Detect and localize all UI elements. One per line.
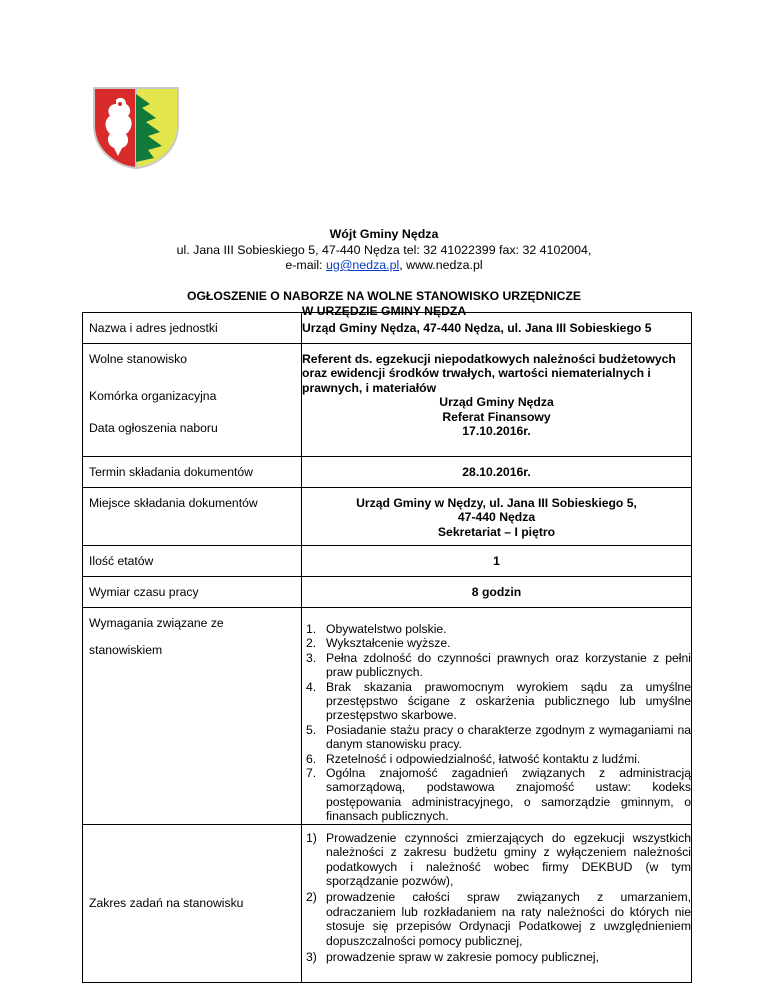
value-department-2: Referat Finansowy [442, 409, 551, 424]
list-item-number: 2) [306, 890, 317, 905]
value-deadline: 28.10.2016r. [302, 457, 692, 488]
value-department-1: Urząd Gminy Nędza [439, 395, 554, 410]
value-place-2: 47-440 Nędza [457, 510, 536, 525]
list-item-number: 5. [306, 722, 317, 737]
list-item [302, 950, 691, 964]
letterhead [84, 227, 684, 274]
list-item-number: 3. [306, 650, 317, 665]
label-deadline: Termin składania dokumentów [83, 457, 302, 488]
contact-separator: , [399, 258, 407, 272]
list-item-text: Ogólna znajomość zagadnień związanych z administracją samorządową, podstawowa znajomość ustaw: kodeks postępowania administracyjnego, o samorządzie gminnym, o finansach publicznych. [326, 766, 691, 824]
list-item [302, 651, 691, 680]
label-tasks: Zakres zadań na stanowisku [89, 895, 244, 910]
label-tasks-cell [83, 824, 302, 982]
list-item-number: 7. [306, 766, 317, 781]
list-item [302, 766, 691, 824]
table-row-unit [83, 313, 692, 344]
value-hours: 8 godzin [302, 577, 692, 608]
table-row-tasks [83, 824, 692, 982]
label-position: Wolne stanowisko [89, 352, 187, 366]
recruitment-details-table [82, 312, 692, 983]
list-item-number: 1) [306, 830, 317, 845]
label-position-group [83, 344, 302, 457]
label-department: Komórka organizacyjna [89, 389, 217, 403]
list-item-text: Obywatelstwo polskie. [326, 622, 447, 636]
coat-of-arms-logo [90, 86, 182, 170]
announcement-line-2: W URZĘDZIE GMINY NĘDZA [301, 304, 467, 318]
list-item-text: prowadzenie spraw w zakresie pomocy publicznej, [326, 949, 599, 964]
list-item-number: 2. [306, 636, 317, 651]
value-position-group [302, 344, 692, 457]
list-item [302, 890, 691, 948]
list-item-number: 4. [306, 679, 317, 694]
tasks-list [302, 831, 691, 965]
letterhead-address: ul. Jana III Sobieskiego 5, 47-440 Nędza tel: 32 41022399 fax: 32 4102004, [176, 242, 592, 257]
list-item [302, 752, 691, 766]
value-requirements [302, 608, 692, 825]
letterhead-contact [84, 258, 684, 274]
table-row-place [83, 488, 692, 546]
value-position: Referent ds. egzekucji niepodatkowych należności budżetowych oraz ewidencji środków trwałych, wartości niematerialnych i prawnych, i materiałów [302, 352, 676, 395]
value-place-3: Sekretariat – I piętro [437, 524, 556, 539]
list-item-number: 6. [306, 751, 317, 766]
label-hours: Wymiar czasu pracy [83, 577, 302, 608]
label-fte: Ilość etatów [83, 546, 302, 577]
list-item-number: 3) [306, 949, 317, 964]
table-row-hours [83, 577, 692, 608]
list-item-text: Rzetelność i odpowiedzialność, łatwość kontaktu z ludźmi. [326, 751, 641, 766]
list-item-text: Prowadzenie czynności zmierzających do egzekucji wszystkich należności z zakresu budżetu gminy z wyłączeniem należności podatkowych i należność wobec firmy DEKBUD (w tym sporządzanie pozwów), [326, 830, 691, 888]
list-item [302, 622, 691, 636]
list-item-text: prowadzenie całości spraw związanych z umarzaniem, odraczaniem lub rozkładaniem na raty należności do których nie stosuje się przepisów Ordynacji Podatkowej z uwzględnieniem dopuszczalności pomocy publicznej, [326, 890, 691, 948]
table-row-position [83, 344, 692, 457]
website-text: www.nedza.pl [406, 258, 483, 272]
table-row-deadline [83, 457, 692, 488]
table-row-fte [83, 546, 692, 577]
list-item-text: Pełna zdolność do czynności prawnych oraz korzystanie z pełni praw publicznych. [326, 650, 691, 680]
label-place: Miejsce składania dokumentów [83, 488, 302, 546]
value-announce-date: 17.10.2016r. [462, 424, 531, 439]
label-unit: Nazwa i adres jednostki [83, 313, 302, 344]
label-requirements [83, 608, 302, 825]
letterhead-title: Wójt Gminy Nędza [329, 227, 439, 241]
table-row-requirements [83, 608, 692, 825]
list-item-number: 1. [306, 622, 317, 636]
email-prefix: e-mail: [285, 258, 327, 272]
email-link[interactable]: ug@nedza.pl [326, 258, 400, 272]
value-place [302, 488, 692, 546]
list-item [302, 723, 691, 752]
label-announce-date: Data ogłoszenia naboru [89, 421, 218, 435]
list-item [302, 636, 691, 650]
list-item-text: Wykształcenie wyższe. [326, 636, 451, 651]
announcement-line-1: OGŁOSZENIE O NABORZE NA WOLNE STANOWISKO URZĘDNICZE [186, 289, 582, 303]
list-item [302, 831, 691, 889]
value-unit: Urząd Gminy Nędza, 47-440 Nędza, ul. Jana III Sobieskiego 5 [302, 313, 692, 344]
requirements-list [302, 622, 691, 824]
label-requirements-2: stanowiskiem [89, 643, 163, 658]
label-requirements-1: Wymagania związane ze [89, 616, 224, 630]
value-fte: 1 [302, 546, 692, 577]
list-item-text: Brak skazania prawomocnym wyrokiem sądu za umyślne przestępstwo ścigane z oskarżenia publicznego lub umyślne przestępstwo skarbowe. [326, 679, 691, 723]
list-item-text: Posiadanie stażu pracy o charakterze zgodnym z wymaganiami na danym stanowisku pracy. [326, 722, 691, 752]
value-tasks [302, 824, 692, 982]
list-item [302, 680, 691, 723]
value-place-1: Urząd Gminy w Nędzy, ul. Jana III Sobieskiego 5, [356, 496, 637, 510]
